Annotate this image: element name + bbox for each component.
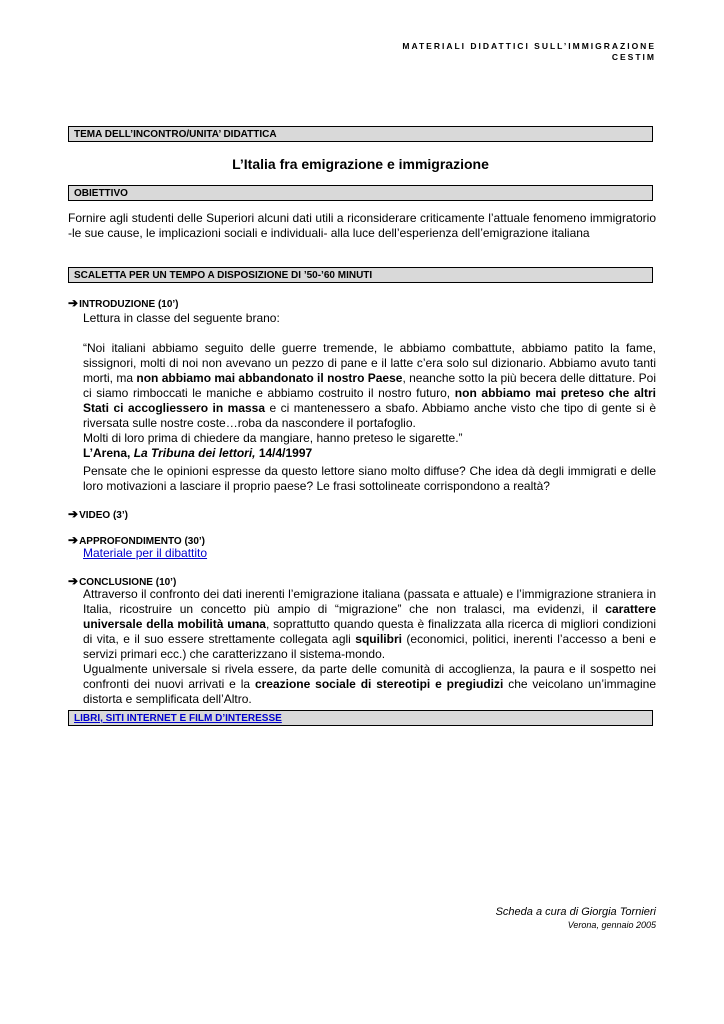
quote-emphasis: non abbiamo mai abbandonato il nostro Paese xyxy=(136,371,403,385)
quote-text: “Noi italiani abbiamo seguito delle guerre tremende, le abbiamo combattute, abbiamo patito la fame, sissignori, molti di noi non avevano un pezzo di pane e il latte c’era solo sul dizionario. Abbiamo avuto tanti morti, ma xyxy=(83,341,656,385)
quote-source xyxy=(83,446,312,460)
conclusione-heading xyxy=(68,574,656,588)
tema-section-box xyxy=(68,126,653,142)
conclusione-emphasis: creazione sociale di stereotipi e pregiudizi xyxy=(254,677,504,691)
video-heading-text: VIDEO (3’) xyxy=(79,510,128,521)
header-organization: CESTIM xyxy=(611,52,656,62)
conclusione-text-part: Attraverso il confronto dei dati inerenti l’emigrazione italiana (passata e attuale) e l’immigrazione straniera in Italia, ricostruire un concetto più ampio di “migrazione” che non tralasci, ma evidenzi, il xyxy=(83,587,656,616)
conclusione-heading-text: CONCLUSIONE (10’) xyxy=(79,577,177,588)
tema-label: TEMA DELL’INCONTRO/UNITA’ DIDATTICA xyxy=(74,129,277,140)
scaletta-section-box xyxy=(68,267,653,283)
arrow-right-icon: ➔ xyxy=(68,507,79,521)
page-title: L’Italia fra emigrazione e immigrazione xyxy=(232,156,489,172)
document-header xyxy=(402,41,656,63)
materiale-dibattito-link[interactable]: Materiale per il dibattito xyxy=(83,546,208,560)
conclusione-text xyxy=(83,587,656,707)
conclusione-text-part: Ugualmente universale si rivela essere, da parte delle comunità di accoglienza, la paura e il sospetto nei confronti dei nuovi arrivati e la xyxy=(83,662,656,691)
conclusione-emphasis: squilibri xyxy=(355,632,402,646)
conclusione-text-part: (economici, politici, inerenti l’accesso a beni e servizi primari ecc.) che caratterizzano il sistema-mondo. xyxy=(83,632,656,661)
libri-section-box xyxy=(68,710,653,726)
quote-closing: Molti di loro prima di chiedere da mangiare, hanno preteso le sigarette.” xyxy=(83,431,463,445)
quote-emphasis: non abbiamo mai preteso che altri Stati ci accogliessero in massa xyxy=(83,386,656,415)
conclusione-emphasis: carattere universale della mobilità umana xyxy=(83,602,656,631)
approfondimento-link-line xyxy=(83,546,656,561)
approfondimento-heading xyxy=(68,533,656,547)
source-column: La Tribuna dei lettori, xyxy=(133,446,256,460)
conclusione-text-part: , soprattutto quando questa è finalizzata alla ricerca di migliori condizioni di vita, e il suo essere strettamente collegata agli xyxy=(83,617,656,646)
introduzione-lead: Lettura in classe del seguente brano: xyxy=(83,311,280,325)
arrow-right-icon: ➔ xyxy=(68,533,79,547)
obiettivo-text: Fornire agli studenti delle Superiori alcuni dati utili a riconsiderare criticamente l’attuale fenomeno immigratorio -le sue cause, le implicazioni sociali e individuali- alla luce dell’esperienza dell’emigrazione italiana xyxy=(68,211,656,240)
scaletta-label: SCALETTA PER UN TEMPO A DISPOSIZIONE DI ’50-’60 MINUTI xyxy=(74,270,373,281)
quote-block xyxy=(83,341,656,461)
conclusione-text-part: che veicolano un’immagine distorta e semplificata dell’Altro. xyxy=(83,677,656,706)
approfondimento-heading-text: APPROFONDIMENTO (30’) xyxy=(79,536,205,547)
introduzione-question: Pensate che le opinioni espresse da questo lettore siano molto diffuse? Che idea dà degli immigrati e delle loro motivazioni a lasciare il proprio paese? Le frasi sottolineate corrispondono a realtà? xyxy=(83,464,656,493)
header-series-title: MATERIALI DIDATTICI SULL’IMMIGRAZIONE xyxy=(402,41,656,51)
arrow-right-icon: ➔ xyxy=(68,574,79,588)
introduzione-heading-text: INTRODUZIONE (10’) xyxy=(79,299,179,310)
video-heading xyxy=(68,507,656,521)
quote-text: , neanche sotto la più becera delle dittature. Poi ci siamo rimboccati le maniche e abbiamo costruito il nostro futuro, xyxy=(83,371,657,400)
introduzione-heading xyxy=(68,296,656,310)
obiettivo-section-box xyxy=(68,185,653,201)
obiettivo-label: OBIETTIVO xyxy=(74,188,128,199)
source-date: 14/4/1997 xyxy=(255,446,313,460)
arrow-right-icon: ➔ xyxy=(68,296,79,310)
source-newspaper: L’Arena, xyxy=(83,446,134,460)
footer-author: Scheda a cura di Giorgia Tornieri xyxy=(495,906,656,918)
footer-place-date: Verona, gennaio 2005 xyxy=(567,920,656,930)
quote-text: e ci mantenessero a sbafo. Abbiamo anche visto che tipo di gente si è riversata sulle nostre coste…roba da nascondere il portafoglio. xyxy=(83,401,656,430)
libri-siti-film-link[interactable]: LIBRI, SITI INTERNET E FILM D’INTERESSE xyxy=(74,713,282,724)
